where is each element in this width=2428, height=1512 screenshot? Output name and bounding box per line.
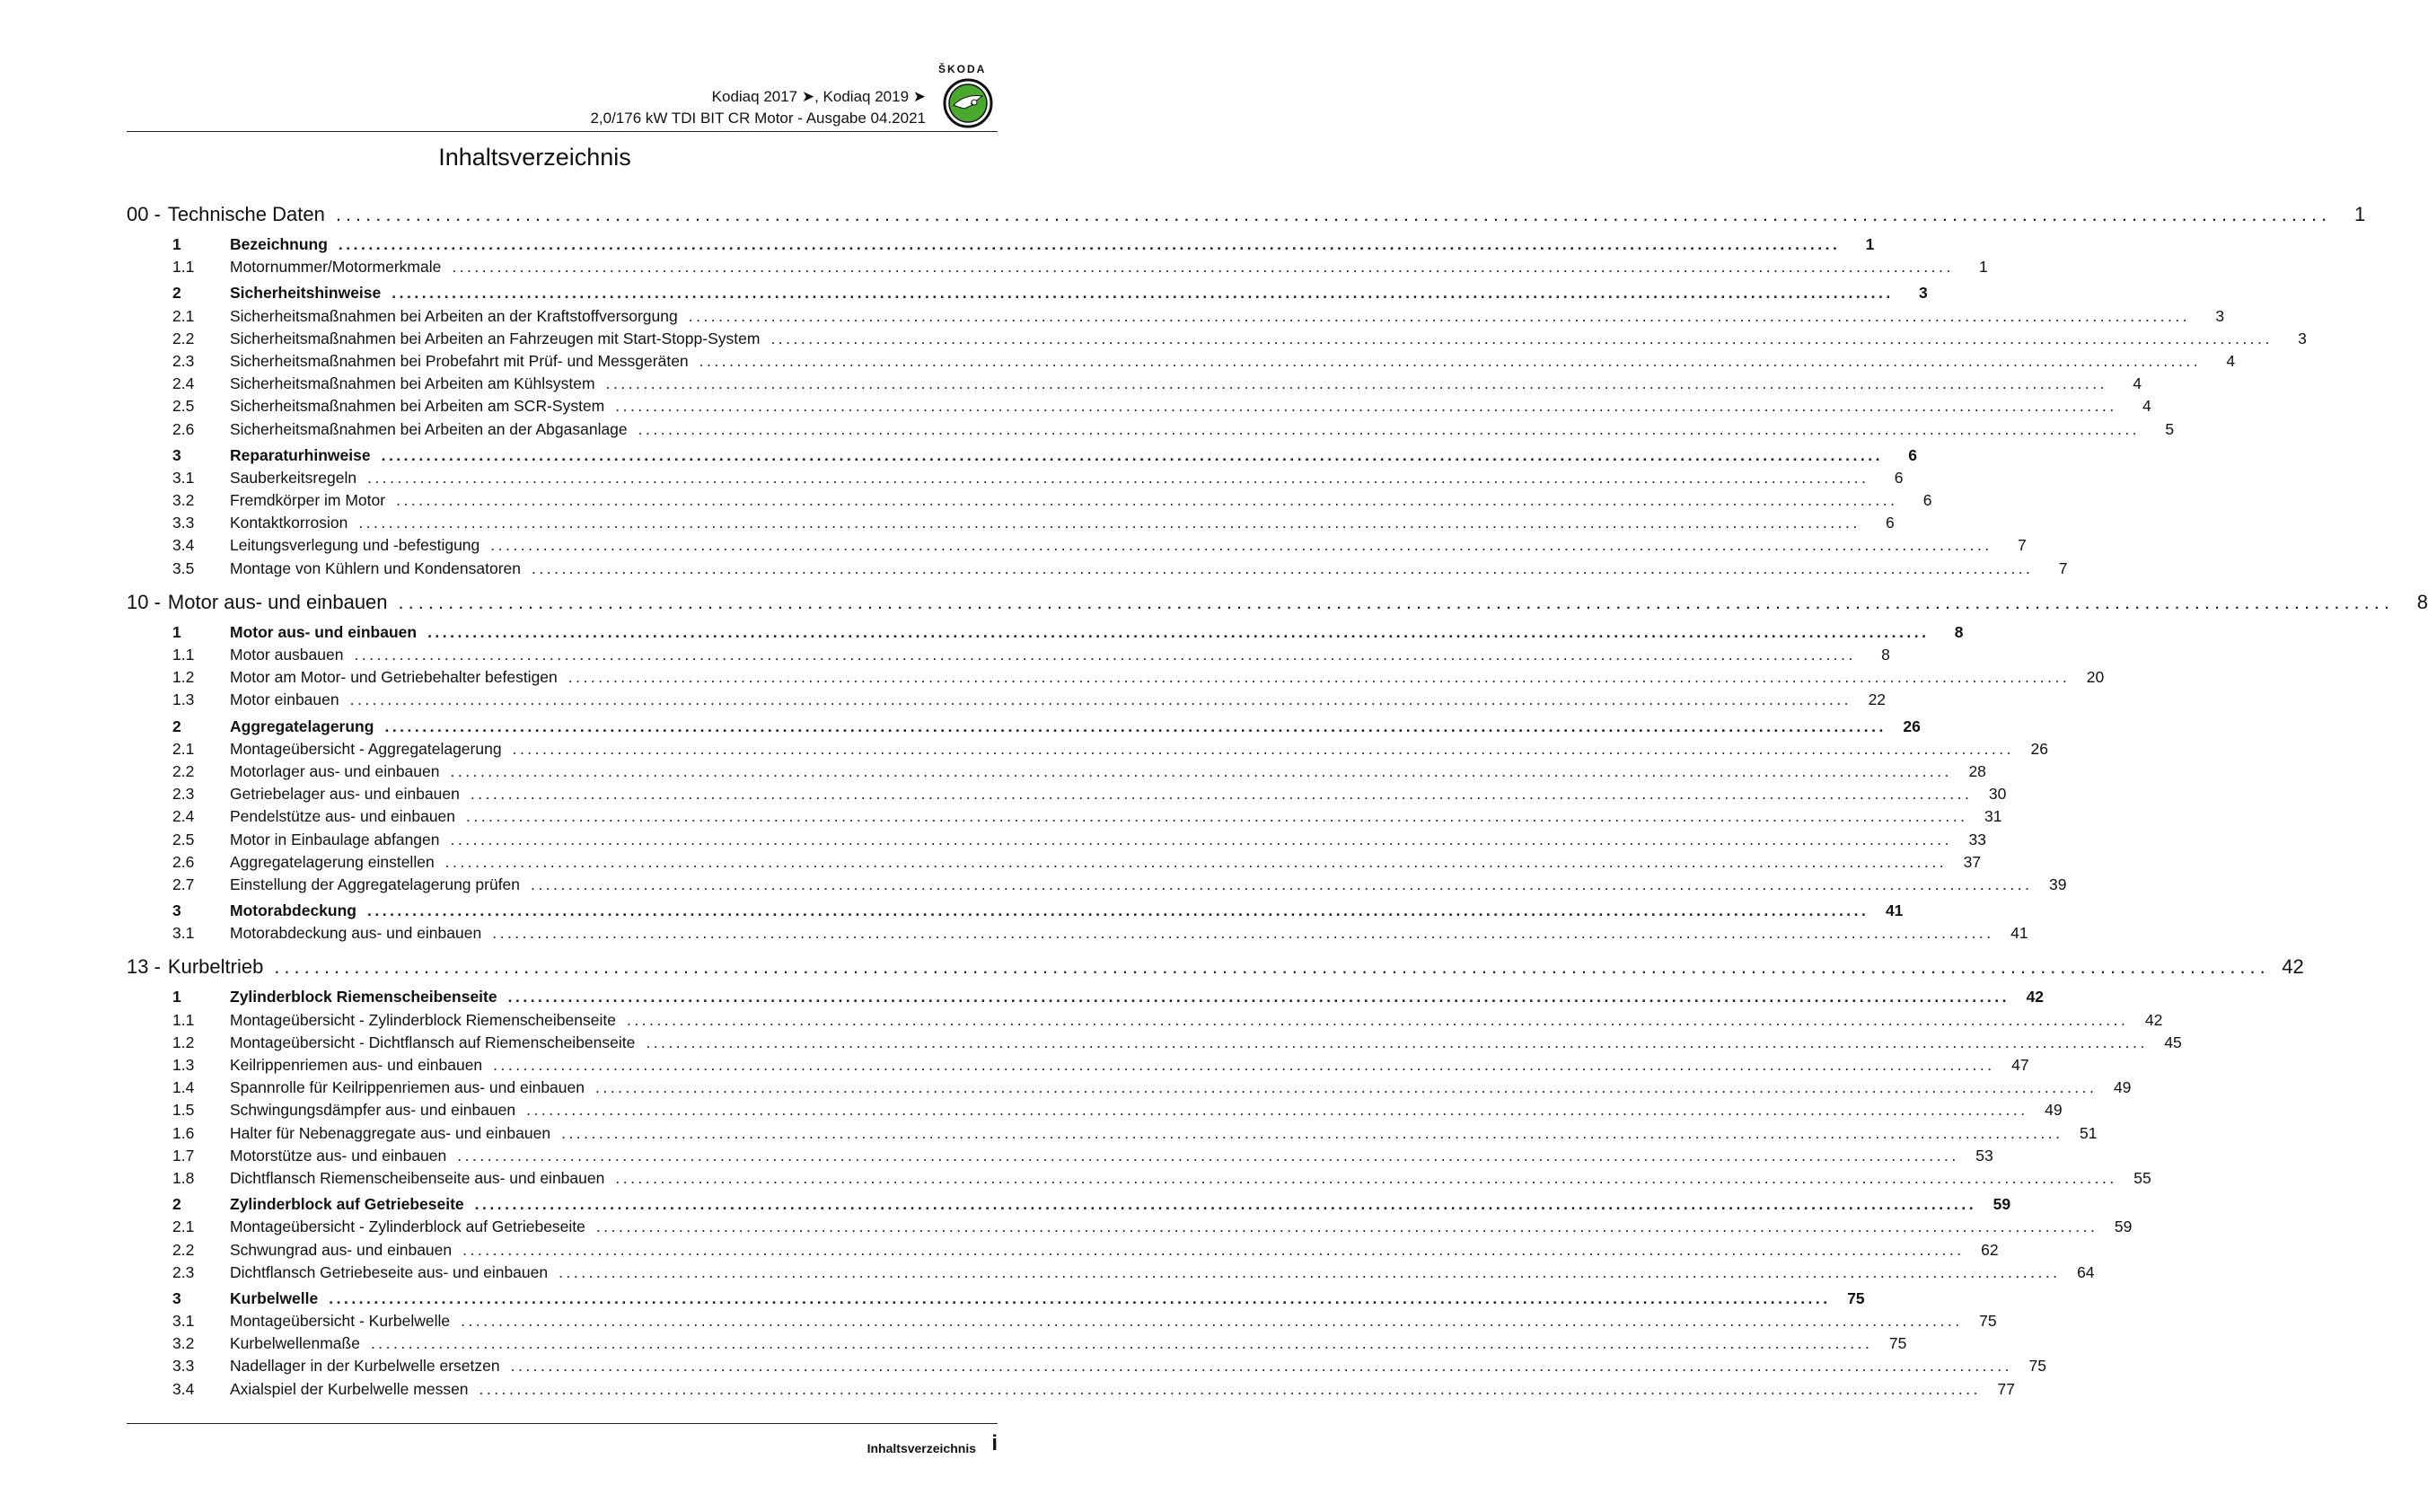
toc-entry-page: 42	[2144, 1010, 2163, 1029]
toc-chapter-row[interactable]	[127, 203, 2366, 232]
toc-leader-dots: ........................................................................................................................................................................................................	[510, 1357, 2013, 1376]
toc-entry-page: 28	[1968, 761, 1986, 780]
toc-entry-number: 2.2	[172, 761, 195, 780]
toc-leader-dots: ........................................................................................................................................................................................................	[490, 536, 1993, 555]
toc-entry-number: 3.1	[172, 924, 195, 943]
toc-section-row[interactable]	[127, 901, 1904, 924]
table-of-contents	[127, 203, 2428, 1402]
toc-entry-page: 5	[2165, 419, 2175, 438]
toc-sub-row[interactable]	[127, 1146, 1993, 1169]
toc-entry-number: 2	[172, 284, 181, 303]
toc-entry-title: Motorabdeckung aus- und einbauen	[230, 924, 482, 943]
toc-entry-page: 6	[1908, 445, 1917, 464]
toc-entry-page: 75	[2028, 1357, 2047, 1376]
toc-entry-number: 3.4	[172, 536, 195, 555]
toc-entry-title: Dichtflansch Getriebeseite aus- und einbauen	[230, 1262, 549, 1281]
toc-entry-page: 20	[2086, 668, 2105, 687]
toc-entry-page: 59	[1993, 1195, 2011, 1214]
toc-entry-number: 3.4	[172, 1379, 195, 1398]
toc-entry-number: 1	[172, 622, 181, 641]
page-title: Inhaltsverzeichnis	[438, 144, 631, 171]
toc-entry-number: 2.1	[172, 1218, 195, 1236]
toc-leader-dots: ........................................................................................................................................................................................................	[479, 1379, 1981, 1398]
toc-sub-row[interactable]	[127, 329, 2307, 352]
toc-entry-page: 62	[1981, 1240, 1999, 1259]
toc-entry-title: Dichtflansch Riemenscheibenseite aus- und einbauen	[230, 1168, 605, 1187]
toc-entry-page: 33	[1968, 830, 1986, 848]
toc-entry-number: 3.2	[172, 1334, 195, 1353]
brand-wordmark: ŠKODA	[938, 63, 987, 75]
toc-entry-page: 8	[2416, 590, 2428, 613]
toc-sub-row[interactable]	[127, 558, 2068, 582]
toc-entry-page: 75	[1888, 1334, 1907, 1353]
toc-entry-number: 1.3	[172, 1056, 195, 1074]
toc-entry-number: 1	[172, 235, 181, 253]
toc-entry-number: 13 -	[127, 955, 161, 979]
toc-entry-title: Motor am Motor- und Getriebehalter befestigen	[230, 668, 558, 687]
toc-entry-page: 37	[1963, 852, 1982, 871]
toc-entry-page: 1	[1979, 258, 1988, 277]
toc-leader-dots: ........................................................................................................................................................................................................	[470, 785, 1973, 804]
footer-divider	[127, 1423, 998, 1424]
toc-entry-title: Leitungsverlegung und -befestigung	[230, 536, 480, 555]
toc-leader-dots: ........................................................................................................................................................................................................	[274, 955, 2270, 979]
toc-sub-row[interactable]	[127, 514, 1895, 536]
toc-leader-dots: ........................................................................................................................................................................................................	[646, 1033, 2148, 1051]
toc-entry-title: Nadellager in der Kurbelwelle ersetzen	[230, 1357, 500, 1376]
toc-sub-row[interactable]	[127, 1357, 2047, 1379]
toc-entry-page: 41	[2010, 924, 2028, 943]
toc-entry-title: Montageübersicht - Kurbelwelle	[230, 1312, 451, 1331]
toc-entry-title: Getriebelager aus- und einbauen	[230, 785, 460, 804]
toc-entry-number: 10 -	[127, 590, 161, 613]
toc-sub-row[interactable]	[127, 1033, 2182, 1056]
toc-entry-title: Sicherheitsmaßnahmen bei Arbeiten am Kühlsystem	[230, 374, 595, 393]
toc-sub-row[interactable]	[127, 1078, 2132, 1101]
toc-sub-row[interactable]	[127, 1312, 1997, 1334]
toc-entry-number: 1.2	[172, 668, 195, 687]
toc-entry-number: 2	[172, 716, 181, 735]
toc-entry-number: 3.1	[172, 1312, 195, 1331]
toc-entry-title: Keilrippenriemen aus- und einbauen	[230, 1056, 483, 1074]
toc-entry-page: 75	[1847, 1288, 1865, 1307]
toc-leader-dots: ........................................................................................................................................................................................................	[559, 1262, 2061, 1281]
toc-leader-dots: ........................................................................................................................................................................................................	[391, 284, 1894, 303]
toc-leader-dots: ........................................................................................................................................................................................................	[561, 1123, 2063, 1142]
toc-sub-row[interactable]	[127, 1334, 1907, 1357]
toc-entry-title: Technische Daten	[167, 203, 325, 225]
toc-sub-row[interactable]	[127, 1240, 1999, 1263]
toc-entry-number: 2.3	[172, 351, 195, 370]
toc-entry-title: Axialspiel der Kurbelwelle messen	[230, 1379, 469, 1398]
toc-entry-page: 3	[1918, 284, 1928, 303]
toc-leader-dots: ........................................................................................................................................................................................................	[444, 852, 1948, 871]
footer-page-number: i	[991, 1431, 998, 1455]
toc-entry-title: Sicherheitsmaßnahmen bei Arbeiten am SCR-System	[230, 397, 605, 416]
toc-section-row[interactable]	[127, 988, 2045, 1010]
toc-leader-dots: ........................................................................................................................................................................................................	[335, 203, 2332, 225]
toc-entry-number: 2.7	[172, 875, 195, 893]
toc-entry-title: Schwingungsdämpfer aus- und einbauen	[230, 1101, 516, 1120]
toc-sub-row[interactable]	[127, 1123, 2098, 1147]
header-divider	[127, 131, 998, 132]
toc-entry-page: 55	[2133, 1168, 2151, 1187]
toc-leader-dots: ........................................................................................................................................................................................................	[699, 351, 2202, 370]
toc-entry-number: 1	[172, 988, 181, 1007]
toc-entry-title: Bezeichnung	[230, 235, 328, 253]
toc-entry-title: Sicherheitshinweise	[230, 284, 382, 303]
toc-entry-page: 6	[1922, 491, 1932, 510]
toc-entry-title: Aggregatelagerung einstellen	[230, 852, 435, 871]
toc-entry-page: 8	[1881, 646, 1890, 664]
toc-sub-row[interactable]	[127, 690, 1887, 713]
toc-entry-title: Pendelstütze aus- und einbauen	[230, 807, 456, 826]
toc-sub-row[interactable]	[127, 536, 2027, 558]
toc-entry-page: 1	[1865, 235, 1875, 253]
toc-sub-row[interactable]	[127, 374, 2142, 397]
toc-entry-number: 2.4	[172, 374, 195, 393]
toc-leader-dots: ........................................................................................................................................................................................................	[396, 491, 1898, 510]
toc-entry-page: 4	[2226, 351, 2236, 370]
toc-entry-title: Kurbelwellenmaße	[230, 1334, 360, 1353]
toc-entry-page: 49	[2045, 1101, 2063, 1120]
toc-entry-page: 59	[2114, 1218, 2133, 1236]
header-engine-line: 2,0/176 kW TDI BIT CR Motor - Ausgabe 04.2021	[590, 110, 926, 127]
toc-sub-row[interactable]	[127, 1168, 2151, 1191]
toc-sub-row[interactable]	[127, 785, 2007, 807]
toc-entry-number: 1.7	[172, 1146, 195, 1165]
toc-entry-title: Halter für Nebenaggregate aus- und einbauen	[230, 1123, 551, 1142]
toc-entry-page: 7	[2017, 536, 2027, 555]
toc-entry-title: Sicherheitsmaßnahmen bei Arbeiten an Fahrzeugen mit Start-Stopp-System	[230, 329, 761, 347]
toc-entry-number: 1.6	[172, 1123, 195, 1142]
toc-sub-row[interactable]	[127, 1262, 2095, 1286]
toc-entry-page: 45	[2164, 1033, 2182, 1051]
toc-section-row[interactable]	[127, 716, 1921, 740]
toc-entry-title: Fremdkörper im Motor	[230, 491, 386, 510]
toc-entry-title: Motor aus- und einbauen	[230, 622, 418, 641]
toc-leader-dots: ........................................................................................................................................................................................................	[688, 306, 2191, 325]
toc-entry-number: 3	[172, 445, 181, 464]
toc-entry-page: 26	[2030, 739, 2048, 758]
toc-entry-title: Einstellung der Aggregatelagerung prüfen	[230, 875, 521, 893]
toc-entry-number: 2.4	[172, 807, 195, 826]
toc-entry-number: 2.5	[172, 397, 195, 416]
toc-sub-row[interactable]	[127, 761, 1986, 785]
toc-sub-row[interactable]	[127, 351, 2236, 374]
toc-section-row[interactable]	[127, 235, 1875, 258]
toc-entry-number: 3.1	[172, 468, 195, 487]
toc-entry-number: 3.5	[172, 558, 195, 577]
toc-entry-number: 2.3	[172, 1262, 195, 1281]
toc-entry-number: 2.3	[172, 785, 195, 804]
toc-entry-number: 3	[172, 901, 181, 920]
toc-leader-dots: ........................................................................................................................................................................................................	[370, 1334, 1873, 1353]
toc-leader-dots: ........................................................................................................................................................................................................	[354, 646, 1856, 664]
toc-entry-page: 1	[2354, 203, 2366, 225]
toc-entry-number: 1.1	[172, 258, 195, 277]
toc-leader-dots: ........................................................................................................................................................................................................	[615, 1168, 2117, 1187]
toc-entry-page: 4	[2133, 374, 2142, 393]
toc-section-row[interactable]	[127, 622, 1964, 646]
toc-entry-page: 51	[2080, 1123, 2098, 1142]
toc-sub-row[interactable]	[127, 1101, 2063, 1123]
toc-leader-dots: ........................................................................................................................................................................................................	[398, 590, 2395, 613]
toc-entry-number: 1.5	[172, 1101, 195, 1120]
toc-entry-number: 2.6	[172, 852, 195, 871]
toc-leader-dots: ........................................................................................................................................................................................................	[474, 1195, 1977, 1214]
toc-sub-row[interactable]	[127, 739, 2048, 762]
toc-leader-dots: ........................................................................................................................................................................................................	[531, 875, 2033, 893]
toc-entry-title: Motornummer/Motormerkmale	[230, 258, 442, 277]
toc-entry-title: Motorlager aus- und einbauen	[230, 761, 440, 780]
toc-sub-row[interactable]	[127, 646, 1890, 668]
footer-label: Inhaltsverzeichnis	[867, 1441, 976, 1455]
toc-sub-row[interactable]	[127, 1056, 2029, 1078]
toc-entry-title: Montage von Kühlern und Kondensatoren	[230, 558, 521, 577]
toc-leader-dots: ........................................................................................................................................................................................................	[567, 668, 2071, 687]
toc-entry-title: Sauberkeitsregeln	[230, 468, 357, 487]
toc-entry-title: Sicherheitsmaßnahmen bei Probefahrt mit Prüf- und Messgeräten	[230, 351, 689, 370]
toc-entry-page: 31	[1984, 807, 2002, 826]
toc-sub-row[interactable]	[127, 1010, 2163, 1033]
toc-leader-dots: ........................................................................................................................................................................................................	[329, 1288, 1831, 1307]
toc-entry-title: Kurbeltrieb	[167, 955, 264, 979]
toc-entry-title: Aggregatelagerung	[230, 716, 374, 735]
toc-sub-row[interactable]	[127, 258, 1988, 280]
toc-sub-row[interactable]	[127, 875, 2067, 898]
toc-sub-row[interactable]	[127, 830, 1986, 853]
toc-entry-number: 1.4	[172, 1078, 195, 1097]
toc-sub-row[interactable]	[127, 419, 2175, 443]
toc-entry-page: 22	[1868, 690, 1887, 709]
toc-entry-title: Montageübersicht - Aggregatelagerung	[230, 739, 502, 758]
toc-entry-title: Kontaktkorrosion	[230, 514, 348, 532]
toc-leader-dots: ........................................................................................................................................................................................................	[595, 1218, 2098, 1236]
toc-entry-number: 2.5	[172, 830, 195, 848]
toc-leader-dots: ........................................................................................................................................................................................................	[358, 514, 1861, 532]
toc-entry-number: 1.8	[172, 1168, 195, 1187]
toc-leader-dots: ........................................................................................................................................................................................................	[493, 1056, 1995, 1074]
toc-leader-dots: ........................................................................................................................................................................................................	[466, 807, 1968, 826]
toc-chapter-row[interactable]	[127, 955, 2304, 984]
toc-section-row[interactable]	[127, 284, 1928, 306]
toc-entry-title: Motorabdeckung	[230, 901, 356, 920]
toc-leader-dots: ........................................................................................................................................................................................................	[427, 622, 1930, 641]
toc-sub-row[interactable]	[127, 397, 2151, 419]
toc-entry-page: 30	[1988, 785, 2007, 804]
toc-leader-dots: ........................................................................................................................................................................................................	[338, 235, 1841, 253]
toc-leader-dots: ........................................................................................................................................................................................................	[452, 258, 1954, 277]
toc-entry-page: 42	[2282, 955, 2304, 979]
toc-entry-number: 1.2	[172, 1033, 195, 1051]
toc-entry-title: Kurbelwelle	[230, 1288, 319, 1307]
toc-sub-row[interactable]	[127, 468, 1904, 491]
toc-sub-row[interactable]	[127, 491, 1932, 514]
toc-leader-dots: ........................................................................................................................................................................................................	[638, 419, 2141, 438]
toc-section-row[interactable]	[127, 1195, 2011, 1218]
toc-leader-dots: ........................................................................................................................................................................................................	[366, 901, 1869, 920]
toc-entry-title: Motor aus- und einbauen	[167, 590, 388, 613]
toc-leader-dots: ........................................................................................................................................................................................................	[605, 374, 2108, 393]
toc-entry-page: 6	[1894, 468, 1904, 487]
toc-sub-row[interactable]	[127, 852, 1982, 875]
header-model-line: Kodiaq 2017 ➤, Kodiaq 2019 ➤	[711, 88, 926, 105]
toc-entry-number: 2.1	[172, 739, 195, 758]
toc-entry-title: Zylinderblock auf Getriebeseite	[230, 1195, 464, 1214]
toc-entry-number: 2.2	[172, 1240, 195, 1259]
toc-leader-dots: ........................................................................................................................................................................................................	[532, 558, 2034, 577]
toc-entry-page: 7	[2058, 558, 2068, 577]
toc-entry-title: Reparaturhinweise	[230, 445, 371, 464]
toc-entry-number: 2.1	[172, 306, 195, 325]
toc-sub-row[interactable]	[127, 1379, 2015, 1402]
toc-entry-title: Spannrolle für Keilrippenriemen aus- und einbauen	[230, 1078, 585, 1097]
toc-leader-dots: ........................................................................................................................................................................................................	[626, 1010, 2129, 1029]
toc-entry-number: 3	[172, 1288, 181, 1307]
toc-entry-title: Motorstütze aus- und einbauen	[230, 1146, 447, 1165]
toc-entry-number: 1.3	[172, 690, 195, 709]
page-header	[0, 0, 1069, 135]
toc-entry-number: 00 -	[127, 203, 161, 225]
toc-entry-title: Sicherheitsmaßnahmen bei Arbeiten an der Kraftstoffversorgung	[230, 306, 678, 325]
toc-section-row[interactable]	[127, 1288, 1865, 1312]
toc-leader-dots: ........................................................................................................................................................................................................	[507, 988, 2010, 1007]
toc-entry-title: Sicherheitsmaßnahmen bei Arbeiten an der Abgasanlage	[230, 419, 628, 438]
toc-leader-dots: ........................................................................................................................................................................................................	[526, 1101, 2028, 1120]
toc-leader-dots: ........................................................................................................................................................................................................	[384, 716, 1887, 735]
toc-entry-page: 8	[1954, 622, 1964, 641]
toc-leader-dots: ........................................................................................................................................................................................................	[457, 1146, 1959, 1165]
toc-leader-dots: ........................................................................................................................................................................................................	[492, 924, 1994, 943]
toc-leader-dots: ........................................................................................................................................................................................................	[594, 1078, 2098, 1097]
toc-leader-dots: ........................................................................................................................................................................................................	[381, 445, 1883, 464]
toc-entry-title: Schwungrad aus- und einbauen	[230, 1240, 453, 1259]
skoda-logo-icon	[943, 78, 993, 128]
toc-entry-number: 2	[172, 1195, 181, 1214]
toc-leader-dots: ........................................................................................................................................................................................................	[461, 1312, 1963, 1331]
toc-entry-number: 3.3	[172, 1357, 195, 1376]
toc-leader-dots: ........................................................................................................................................................................................................	[349, 690, 1852, 709]
toc-entry-page: 41	[1885, 901, 1904, 920]
toc-leader-dots: ........................................................................................................................................................................................................	[615, 397, 2117, 416]
toc-entry-title: Montageübersicht - Dichtflansch auf Riemenscheibenseite	[230, 1033, 636, 1051]
toc-sub-row[interactable]	[127, 306, 2225, 330]
toc-entry-page: 6	[1886, 514, 1895, 532]
toc-entry-number: 3.3	[172, 514, 195, 532]
toc-entry-page: 49	[2113, 1078, 2132, 1097]
toc-sub-row[interactable]	[127, 807, 2002, 830]
toc-entry-page: 3	[2298, 329, 2307, 347]
toc-entry-title: Zylinderblock Riemenscheibenseite	[230, 988, 497, 1007]
toc-entry-title: Montageübersicht - Zylinderblock auf Getriebeseite	[230, 1218, 585, 1236]
toc-entry-page: 4	[2142, 397, 2151, 416]
toc-entry-page: 64	[2077, 1262, 2095, 1281]
toc-entry-title: Motor einbauen	[230, 690, 339, 709]
toc-entry-page: 75	[1979, 1312, 1997, 1331]
toc-entry-title: Motor ausbauen	[230, 646, 344, 664]
toc-entry-number: 1.1	[172, 646, 195, 664]
toc-entry-page: 47	[2011, 1056, 2029, 1074]
toc-entry-title: Montageübersicht - Zylinderblock Riemenscheibenseite	[230, 1010, 616, 1029]
toc-leader-dots: ........................................................................................................................................................................................................	[450, 761, 1952, 780]
toc-entry-number: 3.2	[172, 491, 195, 510]
toc-entry-page: 53	[1975, 1146, 1993, 1165]
toc-leader-dots: ........................................................................................................................................................................................................	[462, 1240, 1965, 1259]
toc-leader-dots: ........................................................................................................................................................................................................	[450, 830, 1952, 848]
toc-sub-row[interactable]	[127, 668, 2105, 690]
toc-sub-row[interactable]	[127, 924, 2028, 946]
toc-leader-dots: ........................................................................................................................................................................................................	[770, 329, 2273, 347]
toc-entry-page: 77	[1997, 1379, 2015, 1398]
toc-entry-page: 3	[2215, 306, 2225, 325]
toc-entry-page: 42	[2026, 988, 2045, 1007]
toc-entry-number: 2.2	[172, 329, 195, 347]
toc-entry-number: 2.6	[172, 419, 195, 438]
toc-entry-title: Motor in Einbaulage abfangen	[230, 830, 440, 848]
toc-entry-number: 1.1	[172, 1010, 195, 1029]
toc-section-row[interactable]	[127, 445, 1917, 469]
toc-chapter-row[interactable]	[127, 590, 2428, 620]
toc-leader-dots: ........................................................................................................................................................................................................	[367, 468, 1869, 487]
toc-sub-row[interactable]	[127, 1218, 2133, 1240]
toc-leader-dots: ........................................................................................................................................................................................................	[512, 739, 2014, 758]
toc-entry-page: 39	[2048, 875, 2067, 893]
toc-entry-page: 26	[1903, 716, 1921, 735]
